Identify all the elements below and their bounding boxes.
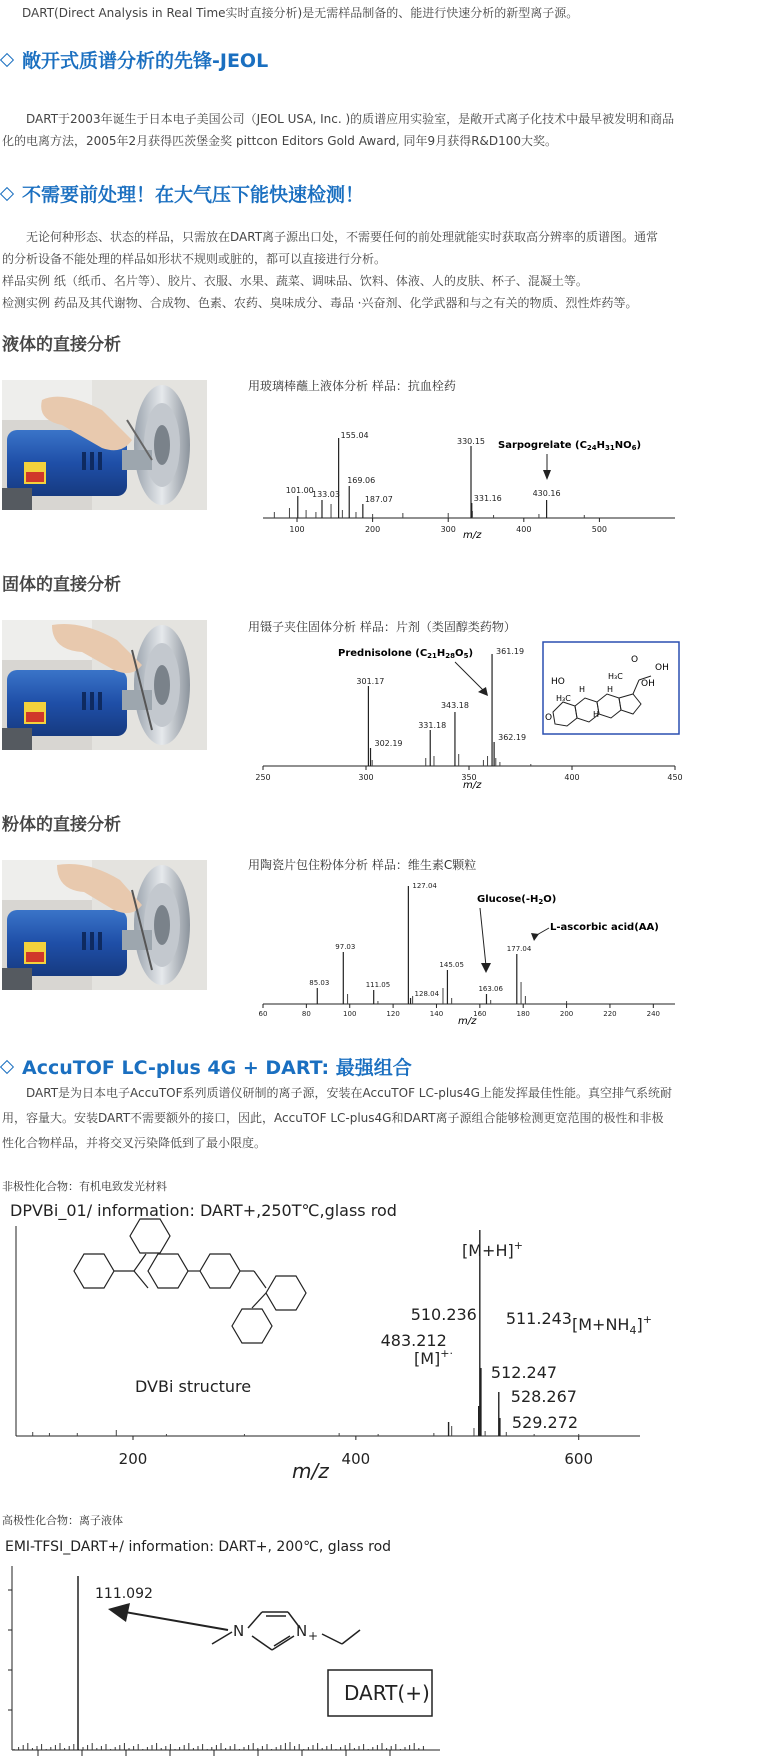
svg-text:H₃C: H₃C (608, 672, 623, 681)
svg-text:OH: OH (655, 663, 669, 673)
solid-instrument-photo (2, 620, 207, 750)
powder-heading: 粉体的直接分析 (2, 815, 121, 835)
solid-arrow-head (478, 687, 488, 696)
peak-label: 510.236 (410, 1305, 477, 1324)
prednisolone-structure (543, 642, 679, 734)
liquid-arrow-head (543, 470, 551, 480)
x-tick-label: 80 (301, 1010, 311, 1018)
peak-label: 169.06 (347, 476, 376, 485)
peak-label: 483.212 (380, 1331, 447, 1350)
peak-label: 101.00 (285, 486, 314, 495)
svg-text:OH: OH (641, 679, 655, 689)
peak-label: 301.17 (356, 677, 385, 686)
svg-text:H₃C: H₃C (556, 694, 571, 703)
emi-n1: N (233, 1622, 245, 1640)
x-tick-label: 100 (343, 1010, 357, 1018)
peak-label: 330.15 (457, 437, 486, 446)
svg-text:H: H (579, 685, 586, 694)
noprep-para-2: 的分析设备不能处理的样品如形状不规则或脏的，都可以直接进行分析。 (2, 252, 387, 266)
dart-plus-label: DART(+) (344, 1681, 430, 1705)
x-tick-label: 180 (516, 1010, 530, 1018)
peak-label: 128.04 (414, 990, 440, 998)
peak-label: 512.247 (490, 1363, 558, 1382)
x-tick-label: 220 (603, 1010, 617, 1018)
peak-label: 111.05 (365, 981, 391, 989)
peak-label: 155.04 (340, 431, 369, 440)
peak-label: 529.272 (511, 1413, 579, 1432)
peak-label: 145.05 (439, 961, 464, 969)
emi-arrow (125, 1612, 228, 1630)
emi-title: EMI-TFSI_DART+/ information: DART+, 200℃, glass rod (5, 1539, 392, 1555)
section-title-accutof: AccuTOF LC-plus 4G + DART: 最强组合 (2, 1053, 412, 1080)
dpvbi-label: 非极性化合物：有机电致发光材料 (2, 1180, 167, 1193)
emi-n2: N (296, 1622, 308, 1640)
x-tick-label: 500 (591, 525, 608, 534)
peak-label: 302.19 (374, 739, 403, 748)
glucose-arrow-head (481, 963, 491, 973)
x-tick-label: 160 (473, 1010, 487, 1018)
x-tick-label: 240 (646, 1010, 661, 1018)
dpvbi-title: DPVBi_01/ information: DART+,250T℃,glass rod (10, 1201, 397, 1220)
emi-peak-label: 111.092 (95, 1586, 153, 1602)
peak-label: 343.18 (440, 701, 469, 710)
powder-caption: 用陶瓷片包住粉体分析 样品：维生素C颗粒 (248, 858, 477, 872)
liquid-spectrum (255, 410, 685, 540)
peak-label: 528.267 (510, 1387, 577, 1406)
accutof-para-3: 性化合物样品，并将交叉污染降低到了最小限度。 (2, 1136, 267, 1150)
aa-arrow-head (531, 933, 539, 941)
dpvbi-mnh4-label: $[M+NH_4]^+$ (572, 1313, 652, 1337)
liquid-instrument-photo (2, 380, 207, 510)
emi-spectrum (0, 1530, 460, 1757)
solid-annotation-arrow (455, 662, 483, 690)
x-tick-label: 200 (364, 525, 381, 534)
peak-label: 361.19 (496, 647, 525, 656)
x-tick-label: 250 (255, 773, 271, 782)
x-tick-label: 100 (289, 525, 305, 534)
peak-label: 85.03 (309, 979, 330, 987)
liquid-xlabel: m/z (463, 530, 482, 540)
dpvbi-mh-label: [M+H]+ (462, 1239, 523, 1260)
peak-label: 362.19 (498, 733, 527, 742)
section-title-noprep: 不需要前处理！在大气压下能快速检测！ (2, 180, 364, 207)
svg-text:HO: HO (551, 677, 565, 687)
glucose-arrow (480, 908, 486, 966)
accutof-para-2: 用，容量大。安装DART不需要额外的接口，因此，AccuTOF LC-plus4G和DART离子源组合能够检测更宽范围的极性和非极 (2, 1111, 664, 1125)
powder-annotation-aa: L-ascorbic acid(AA) (550, 922, 659, 933)
x-tick-label: 300 (440, 525, 456, 534)
liquid-heading: 液体的直接分析 (2, 335, 121, 355)
powder-spectrum (255, 876, 685, 1026)
solid-caption: 用镊子夹住固体分析 样品：片剂（类固醇类药物） (248, 620, 516, 634)
peak-label: 177.04 (506, 945, 532, 953)
x-tick-label: 200 (559, 1010, 574, 1018)
noprep-para-1: 无论何种形态、状态的样品，只需放在DART离子源出口处，不需要任何的前处理就能实时获取高分辨率的质谱图。通常 (26, 230, 659, 244)
powder-annotation-glucose: $Glucose(-H_2O)$ (477, 894, 557, 906)
emi-arrow-head (108, 1603, 130, 1622)
x-tick-label: 350 (461, 773, 477, 782)
solid-heading: 固体的直接分析 (2, 575, 121, 595)
x-tick-label: 400 (564, 773, 580, 782)
peak-label: 133.03 (311, 490, 340, 499)
x-tick-label: 120 (386, 1010, 400, 1018)
x-tick-label: 400 (516, 525, 532, 534)
accutof-para-1: DART是为日本电子AccuTOF系列质谱仪研制的离子源，安装在AccuTOF LC-plus4G上能发挥最佳性能。真空排气系统耐 (26, 1086, 672, 1100)
svg-text:O: O (545, 713, 553, 723)
x-tick-label: 400 (341, 1450, 371, 1468)
emi-label: 高极性化合物：离子液体 (2, 1514, 123, 1527)
peak-label: 331.16 (473, 494, 502, 503)
dpvbi-spectrum (0, 1196, 660, 1486)
x-tick-label: 60 (258, 1010, 268, 1018)
solid-annotation: Prednisolone $(C_{21}H_{28}O_5)$ (338, 648, 474, 660)
peak-label: 331.18 (418, 721, 447, 730)
pioneer-para-2: 化的电离方法，2005年2月获得匹茨堡金奖 pittcon Editors Gold Award, 同年9月获得R&D100大奖。 (2, 134, 558, 148)
x-tick-label: 600 (564, 1450, 594, 1468)
peak-label: 97.03 (335, 943, 356, 951)
liquid-caption: 用玻璃棒蘸上液体分析 样品：抗血栓药 (248, 379, 456, 393)
x-tick-label: 200 (118, 1450, 148, 1468)
x-tick-label: 450 (667, 773, 683, 782)
svg-text:H: H (607, 685, 614, 694)
dvbi-structure-drawing (74, 1219, 306, 1343)
peak-label: 511.243 (505, 1309, 572, 1328)
emi-plus: + (308, 1629, 319, 1643)
dvbi-structure-label: DVBi structure (135, 1377, 252, 1396)
peak-label: 430.16 (532, 489, 561, 498)
pioneer-para-1: DART于2003年诞生于日本电子美国公司（JEOL USA, Inc. )的质谱应用实验室，是敞开式离子化技术中最早被发明和商品 (26, 112, 675, 126)
x-tick-label: 140 (429, 1010, 444, 1018)
peak-label: 163.06 (478, 985, 503, 993)
svg-text:O: O (631, 655, 639, 665)
solid-xlabel: m/z (463, 780, 482, 790)
x-tick-label: 300 (358, 773, 374, 782)
dpvbi-m-label: [M]+· (414, 1347, 454, 1368)
powder-instrument-photo (2, 860, 207, 990)
dpvbi-xlabel: m/z (292, 1459, 329, 1483)
intro-text: DART(Direct Analysis in Real Time实时直接分析)是无需样品制备的、能进行快速分析的新型离子源。 (22, 6, 579, 20)
diamond-bullet-icon (0, 187, 14, 201)
section-title-pioneer: 敞开式质谱分析的先锋-JEOL (2, 46, 268, 73)
solid-spectrum (255, 640, 685, 790)
peak-label: 187.07 (364, 495, 393, 504)
diamond-bullet-icon (0, 1060, 14, 1074)
diamond-bullet-icon (0, 53, 14, 67)
liquid-annotation: Sarpogrelate $(C_{24}H_{31}NO_6)$ (498, 440, 642, 452)
peak-label: 127.04 (412, 882, 437, 890)
noprep-examples-2: 检测实例 药品及其代谢物、合成物、色素、农药、臭味成分、毒品 ·兴奋剂、化学武器和与之有关的物质、烈性炸药等。 (2, 296, 638, 310)
svg-text:H: H (593, 710, 600, 719)
noprep-examples-1: 样品实例 纸（纸币、名片等）、胶片、衣服、水果、蔬菜、调味品、饮料、体液、人的皮肤、杯子、混凝土等。 (2, 274, 588, 288)
powder-xlabel: m/z (458, 1016, 477, 1026)
